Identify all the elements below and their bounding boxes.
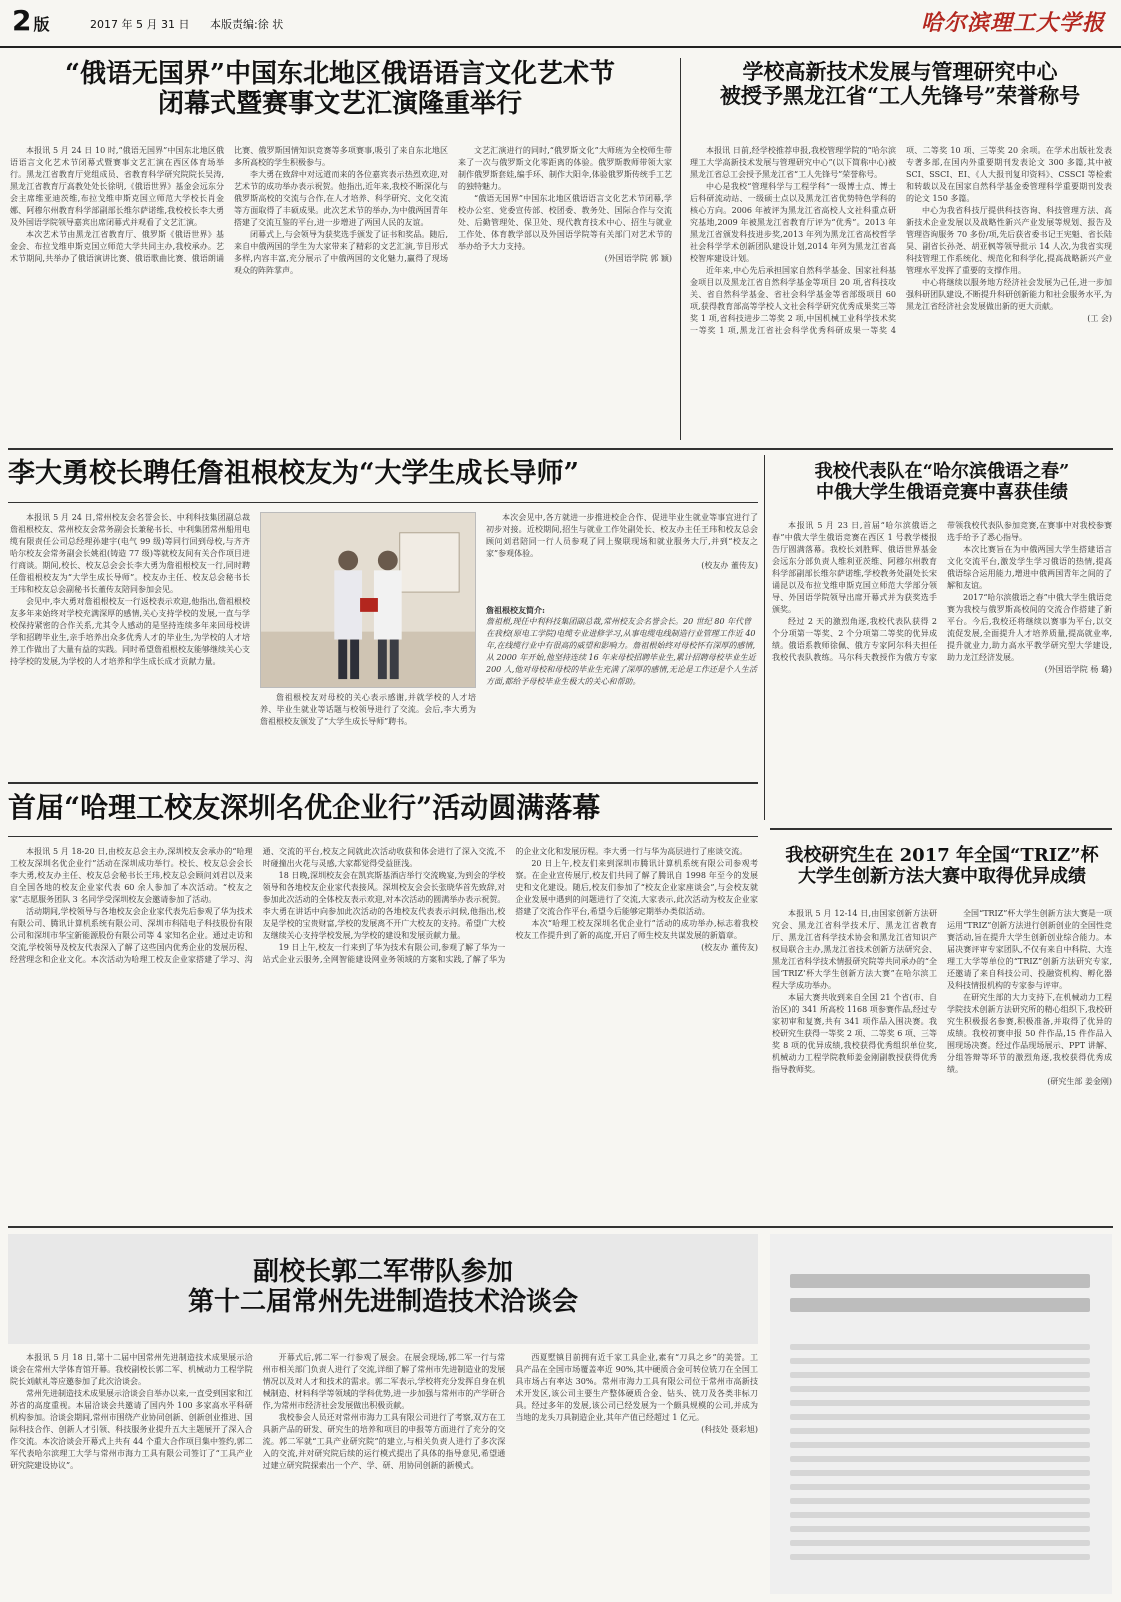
blurred-line bbox=[790, 1274, 1090, 1288]
blurred-line bbox=[790, 1470, 1090, 1476]
article3-title: 李大勇校长聘任詹祖根校友为“大学生成长导师” bbox=[8, 458, 580, 489]
article4-title: 我校代表队在“哈尔滨俄语之春” 中俄大学生俄语竞赛中喜获佳绩 bbox=[814, 461, 1070, 503]
article7-body: 本报讯 5 月 18 日,第十二届中国常州先进制造技术成果展示洽谈会在常州大学体育馆开幕。我校副校长郭二军、机械动力工程学院院长刘献礼等应邀参加了此次洽谈会。 常州先进制造技术成果展示洽谈会自举办以来,一直受到国家和江苏省的高度重视。本届洽谈会共邀请了国内外 100 多家高水平科研机构参加。洽谈会期间,常州市围绕产业协同创新、创新创业推进、国际科技合作、创新人才引领、科技服务业提升五大主题展开了深入合作交流。本次洽谈会开幕式上共有 44 个重大合作项目集中签约,郭二军代表哈尔滨理工大学与常州市海力工具有限公司签订了“工具产业研究院建设协议”。 开幕式后,郭二军一行参观了展会。在展会现场,郭二军一行与常州市相关部门负责人进行了交流,详细了解了常州市先进制造业的发展情况以及对人才和技术的需求。郭二军表示,学校将充分发挥自身在机械制造、材料科学等领域的学科优势,进一步加强与常州市的产学研合作,为常州市经济社会发展做出积极贡献。 我校参会人员还对常州市海力工具有限公司进行了考察,双方在工具新产品的研发、研究生的培养和项目的申报等方面进行了充分的交流。郭二军就“工具产业研究院”的建立,与相关负责人进行了多次深入的交流,并对研究院后续的运行模式提出了具体的指导意见,希望通过建立研究院探索出一个产、学、研、用协同创新的新模式。 西夏墅镇目前拥有近千家工具企业,素有“刀具之乡”的美誉。工具产品在全国市场覆盖率近 90%,其中硬质合金可转位铣刀在全国工具市场占有率达 30%。常州市海力工具有限公司位于常州市高新技术开发区,该公司主要生产整体硬质合金、钻头、铣刀及各类非标刀具。经过多年的发展,该公司已经发展为一个颇具规模的公司,并成为当地的龙头刀具制造企业,其年产值已经超过 1 亿元。 (科技处 聂彩旭) bbox=[10, 1353, 758, 1470]
bio-text: 詹祖根,现任中利科技集团副总裁,常州校友会名誉会长。20 世纪 80 年代曾在我校(原电工学院)电缆专业进修学习,从事电缆电线制造行业管理工作近 40 年,在线缆行业中有很高的威望和影响力。詹祖根始终对母校怀有深厚的感情,从 2000 年开始,他坚持连续 16 年来母校招聘毕业生,累计招聘母校毕业生近 200 人,他对母校和母校的毕业生充满了深厚的感情,无论是工作还是个人生活方面,都给予母校毕业生极大的关心和帮助。 bbox=[486, 617, 757, 686]
article3-body-col3: 本次会见中,各方就进一步推进校企合作、促进毕业生就业等事宜进行了初步对接。近校期间,招生与就业工作处副处长、校友办主任王玮和校友总会顾问刘君陪同一行人员参观了同上聚联现场和就业服务大厅,并到“校友之家”参观体验。 (校友办 董传友) bbox=[486, 513, 758, 570]
article6-title: 我校研究生在 2017 年全国“TRIZ”杯 大学生创新方法大赛中取得优异成绩 bbox=[785, 845, 1099, 887]
article1-signature: (外国语学院 郭 颖) bbox=[604, 254, 672, 263]
article5-body: 本报讯 5 月 18-20 日,由校友总会主办,深圳校友会承办的“哈理工校友深圳名优企业行”活动在深圳成功举行。校长、校友总会会长李大勇,校友办主任、校友总会秘书长王玮,校友总会顾问刘君以及来自全国各地的校友企业家代表 60 余人参加了本次活动。“校友之家”志愿服务团队 3 名同学受深圳校友会邀请参加了活动。 活动期间,学校领导与各地校友会企业家代表先后参观了华为技术有限公司、腾讯计算机系统有限公司、深圳市科陆电子科技股份有限公司和深圳市华宝新能源股份有限公司等 4 家知名企业。通过走访和交流,学校领导及校友代表深入了解了这些国内优秀企业的发展历程、经营理念和企业文化。本次活动为哈理工校友企业家搭建了学习、沟通、交流的平台,校友之间就此次活动收获和体会进行了深入交流,不时碰撞出火花与灵感,大家都觉得受益匪浅。 18 日晚,深圳校友会在凯宾斯基酒店举行交流晚宴,为到会的学校领导和各地校友企业家代表接风。深圳校友会会长张晓华首先致辞,对参加此次活动的全体校友表示欢迎,对本次活动的圆满举办表示祝贺。李大勇在讲话中向参加此次活动的各地校友代表表示问候,他指出,校友是学校的宝贵财富,学校的发展离不开广大校友的支持。希望广大校友继续关心支持学校发展,为学校的建设和发展贡献力量。 19 日上午,校友一行来到了华为技术有限公司,参观了解了华为一站式企业云服务,全网智能建设网业务领域的方案和实践,了解了华为的企业文化和发展历程。李大勇一行与华为高层进行了座谈交流。 20 日上午,校友们来到深圳市腾讯计算机系统有限公司参观考察。在企业宣传展厅,校友们共同了解了腾讯自 1998 年至今的发展史和文化建设。随后,校友们参加了“校友企业家座谈会”,与会校友就企业发展中遇到的问题进行了交流,大家表示,此次活动为校友企业家搭建了交流合作平台,希望今后能够定期举办类似活动。 本次“哈理工校友深圳名优企业行”活动的成功举办,标志着我校校友工作提升到了新的高度,开启了师生校友共谋发展的新篇章。 (校友办 董传友) bbox=[10, 847, 758, 964]
page-number: 2 版 bbox=[12, 4, 50, 37]
title-underline bbox=[8, 502, 758, 503]
alumni-bio-box bbox=[486, 604, 758, 770]
section-rule bbox=[770, 828, 1112, 830]
article7-signature: (科技处 聂彩旭) bbox=[701, 1425, 758, 1434]
paper-name-logo: 哈尔滨理工大学报 bbox=[920, 10, 1105, 36]
blurred-line bbox=[790, 1540, 1090, 1546]
blurred-line bbox=[790, 1554, 1090, 1560]
section-rule bbox=[8, 782, 758, 784]
blurred-advertisement bbox=[770, 1234, 1112, 1594]
page-editor: 本版责编:徐 状 bbox=[210, 18, 284, 31]
masthead-rule bbox=[0, 46, 1121, 48]
blurred-line bbox=[790, 1442, 1090, 1448]
article5-title: 首届“哈理工校友深圳名优企业行”活动圆满落幕 bbox=[8, 791, 601, 824]
article1-body: 本报讯 5 月 24 日 10 时,“俄语无国界”中国东北地区俄语语言文化艺术节闭幕式暨赛事文艺汇演在西区体育场举行。黑龙江省教育厅党组成员、省教育科学研究院院长吴涛,黑龙江省教育厅高教处处长徐明,《俄语世界》基金会远东分会主席维亚迪茨维,布拉戈维申斯克国立师范大学校长肖金娜、阿穆尔州教育科学部副部长维尔萨诺维,我校校长李大勇及外国语学院领导嘉宾出席闭幕式并观看了文艺汇演。 本次艺术节由黑龙江省教育厅、俄罗斯《俄语世界》基金会、布拉戈维申斯克国立师范大学共同主办,我校承办。艺术节期间,共举办了俄语演讲比赛、俄语歌曲比赛、俄语朗诵比赛、俄罗斯国情知识竞赛等多项赛事,吸引了来自东北地区多所高校的学生积极参与。 李大勇在致辞中对远道而来的各位嘉宾表示热烈欢迎,对艺术节的成功举办表示祝贺。他指出,近年来,我校不断深化与俄罗斯高校的交流与合作,在人才培养、科学研究、文化交流等方面取得了丰硕成果。此次艺术节的举办,为中俄两国青年搭建了交流互鉴的平台,进一步增进了两国人民的友谊。 闭幕式上,与会领导为获奖选手颁发了证书和奖品。随后,来自中俄两国的学生为大家带来了精彩的文艺汇演,节目形式多样,内容丰富,充分展示了中俄两国的文化魅力,赢得了现场观众的阵阵掌声。 文艺汇演进行的同时,“俄罗斯文化”大师班为全校师生带来了一次与俄罗斯文化零距离的体验。俄罗斯教师带领大家制作俄罗斯套娃,编手环、制作大阳伞,体验俄罗斯传统手工艺的独特魅力。 “俄语无国界”中国东北地区俄语语言文化艺术节闭幕,学校办公室、党委宣传部、校团委、教务处、国际合作与交流处、后勤管理处、保卫处、现代教育技术中心、招生与就业工作处、体育教学部以及外国语学院等有关部门对艺术节的举办给予大力支持。 (外国语学院 郭 颖) bbox=[10, 146, 672, 275]
issue-date: 2017 年 5 月 31 日 bbox=[90, 18, 190, 31]
article2-body: 本报讯 日前,经学校推荐申报,我校管理学院的“哈尔滨理工大学高新技术发展与管理研究中心”(以下简称中心)被黑龙江省总工会授予黑龙江省“工人先锋号”荣誉称号。 中心是我校“管理科学与工程学科”一级博士点、博士后科研流动站、一级硕士点以及黑龙江省优势特色学科的核心方向。2006 年被评为黑龙江省高校人文社科重点研究基地,2009 年被黑龙江省教育厅评为“优秀”。2013 年黑龙江省颁发科技进步奖,2013 年列为黑龙江省高校哲学社会科学学术创新团队建设计划,2014 年列为黑龙江省高校智库建设计划。 近年来,中心先后承担国家自然科学基金、国家社科基金项目以及黑龙江省自然科学基金等项目 20 项,省科技攻关、省自然科学基金、省社会科学基金等省部级项目 60 项,获得教育部高等学校人文社会科学研究优秀成果奖三等奖 1 项,省科技进步二等奖 2 项,中国机械工业科学技术奖一等奖 1 项,黑龙江省社会科学优秀科研成果一等奖 4 项、二等奖 10 项、三等奖 20 余项。在学术出版社发表专著多部,在国内外重要期刊发表论文 300 多篇,其中被 SCI、SSCI、EI、《人大报刊复印资料》、CSSCI 等检索和转载以及在国家自然科学基金委管理科学重要期刊发表的论文 150 多篇。 中心为我省科技厅提供科技咨询、科技管理方法、高新技术企业发展以及战略性新兴产业发展等规划、报告及管理咨询服务 70 多份/项,先后获省委书记王宪魁、省长陆昊、副省长孙尧、胡亚枫等领导批示 14 人次,为我省实现科技管理工作系统化、规范化和科学化,提高战略新兴产业管理水平发挥了重要的支撑作用。 中心将继续以服务地方经济社会发展为己任,进一步加强科研团队建设,不断提升科研创新能力和社会服务水平,为黑龙江省经济社会发展做出新的更大贡献。 (工 会) bbox=[690, 146, 1112, 335]
section-rule bbox=[8, 1226, 1113, 1228]
blurred-line bbox=[790, 1298, 1090, 1312]
blurred-line bbox=[790, 1372, 1090, 1378]
bio-title: 詹祖根校友简介: bbox=[486, 605, 545, 615]
article7-title: 副校长郭二军带队参加 第十二届常州先进制造技术洽谈会 bbox=[187, 1257, 578, 1317]
blurred-line bbox=[790, 1456, 1090, 1462]
article3-body-col2: 詹祖根校友对母校的关心表示感谢,并就学校的人才培养、毕业生就业等话题与校领导进行了交流。会后,李大勇为詹祖根校友颁发了“大学生成长导师”聘书。 bbox=[260, 693, 476, 726]
blurred-line bbox=[790, 1400, 1090, 1406]
article6-body: 本报讯 5 月 12-14 日,由国家创新方法研究会、黑龙江省科学技术厅、黑龙江省教育厅、黑龙江省科学技术协会和黑龙江省知识产权局联合主办,黑龙江省技术创新方法研究会、黑龙江省科学技术情报研究院等共同承办的“全国‘TRIZ’杯大学生创新方法大赛”在哈尔滨工程大学成功举办。 本届大赛共收到来自全国 21 个省(市、自治区)的 341 所高校 1168 项参赛作品,经过专家初审和复赛,共有 341 项作品入围决赛。我校研究生获得一等奖 2 项、二等奖 6 项、三等奖 8 项的优异成绩,我校获得优秀组织单位奖,机械动力工程学院教师姜金刚副教授获得优秀指导教师奖。 全国“TRIZ”杯大学生创新方法大赛是一项运用“TRIZ”创新方法进行创新创业的全国性竞赛活动,旨在提升大学生创新创业综合能力。本届决赛评审专家团队,不仅有来自中科院、大连理工大学等单位的“TRIZ”创新方法研究专家,还邀请了来自科技公司、投融资机构、孵化器及科技情报机构的专家参与评审。 在研究生部的大力支持下,在机械动力工程学院技术创新方法研究所的精心组织下,我校研究生积极报名参赛,积极准备,并取得了优异的成绩。我校初赛申报 50 件作品,15 件作品入围现场决赛。经过作品现场展示、PPT 讲解、分组答辩等环节的激烈角逐,我校获得优秀成绩。 (研究生部 姜金刚) bbox=[772, 909, 1112, 1086]
column-divider bbox=[764, 455, 765, 820]
article5-signature: (校友办 董传友) bbox=[701, 943, 758, 952]
blurred-line bbox=[790, 1428, 1090, 1434]
blurred-line bbox=[790, 1512, 1090, 1518]
article6-signature: (研究生部 姜金刚) bbox=[1047, 1077, 1112, 1086]
article2-title: 学校高新技术发展与管理研究中心 被授予黑龙江省“工人先锋号”荣誉称号 bbox=[719, 59, 1081, 109]
blurred-line bbox=[790, 1414, 1090, 1420]
blurred-line bbox=[790, 1526, 1090, 1532]
blurred-line bbox=[790, 1386, 1090, 1392]
article3-signature: (校友办 董传友) bbox=[701, 561, 758, 570]
blurred-line bbox=[790, 1344, 1090, 1350]
blurred-line bbox=[790, 1484, 1090, 1490]
column-divider bbox=[680, 58, 681, 440]
article1-title: “俄语无国界”中国东北地区俄语语言文化艺术节 闭幕式暨赛事文艺汇演隆重举行 bbox=[65, 59, 615, 119]
article4-body: 本报讯 5 月 23 日,首届“哈尔滨俄语之春”中俄大学生俄语竞赛在西区 1 号教学楼报告厅圆满落幕。我校长刘胜辉、俄语世界基金会远东分部负责人维利亚茨维、阿穆尔州教育科学部副部长维尔萨诺维,学校教务处副处长宋诵昆以及布拉戈维申斯克国立师范大学部分领导、外国语学院领导出席开幕式并为获奖选手颁奖。 经过 2 天的激烈角逐,我校代表队获得 2 个分项第一等奖、2 个分项第二等奖的优异成绩。俄语系教师徐佩、俄方专家阿尔科夫担任我校代表队教练。马尔科夫教授作为俄方专家带领我校代表队参加竞赛,在赛事中对我校参赛选手给予了悉心指导。 本次比赛旨在为中俄两国大学生搭建语言文化交流平台,激发学生学习俄语的热情,提高俄语综合运用能力,增进中俄两国青年之间的了解和友谊。 2017“哈尔滨俄语之春”中俄大学生俄语竞赛为我校与俄罗斯高校间的交流合作搭建了新平台。今后,我校还将继续以赛事为平台,以交流促发展,全面提升人才培养质量,提高就业率,提升就业力,助力高水平教学研究型大学建设,助力龙江经济发展。 (外国语学院 杨 璐) bbox=[772, 521, 1112, 674]
masthead bbox=[0, 0, 1121, 44]
blurred-line bbox=[790, 1498, 1090, 1504]
alumni-meeting-photo bbox=[260, 512, 476, 688]
article3-body-col1: 本报讯 5 月 24 日,常州校友会名誉会长、中利科技集团副总裁詹祖根校友、常州校友会常务副会长兼秘书长、中利集团常州船用电缆有限责任公司总经理孙建宇(电气 99 级)等同行回到母校,与齐齐哈尔校友会常务副会长姚祖(铸造 77 级)等就校友间有关合作项目进行商谈。期间,校长、校友总会会长李大勇为詹祖根校友一行,同时聘任詹祖根校友为“大学生成长导师”。校友办主任、校友总会秘书长王玮和校友总会副秘书长董传友陪同参加会见。 会见中,李大勇对詹祖根校友一行返校表示欢迎,他指出,詹祖根校友多年来始终对学校充满深厚的感情,关心支持学校的发展,一直与学校保持紧密的合作关系,尤其令人感动的是坚持连续多年来回母校讲学和招聘毕业生,亲手培养出众多优秀人才的毕业生,为学校的人才培养工作做出了大量有益的实践。同时希望詹祖根校友能够继续关心支持学校的发展,为学校的人才培养和学生成长成才贡献力量。 bbox=[10, 513, 250, 666]
article4-signature: (外国语学院 杨 璐) bbox=[1044, 665, 1112, 674]
title-underline bbox=[8, 836, 758, 837]
section-rule bbox=[8, 448, 1113, 450]
photo-illustration bbox=[261, 513, 475, 687]
blurred-line bbox=[790, 1358, 1090, 1364]
article2-signature: (工 会) bbox=[1087, 314, 1112, 323]
